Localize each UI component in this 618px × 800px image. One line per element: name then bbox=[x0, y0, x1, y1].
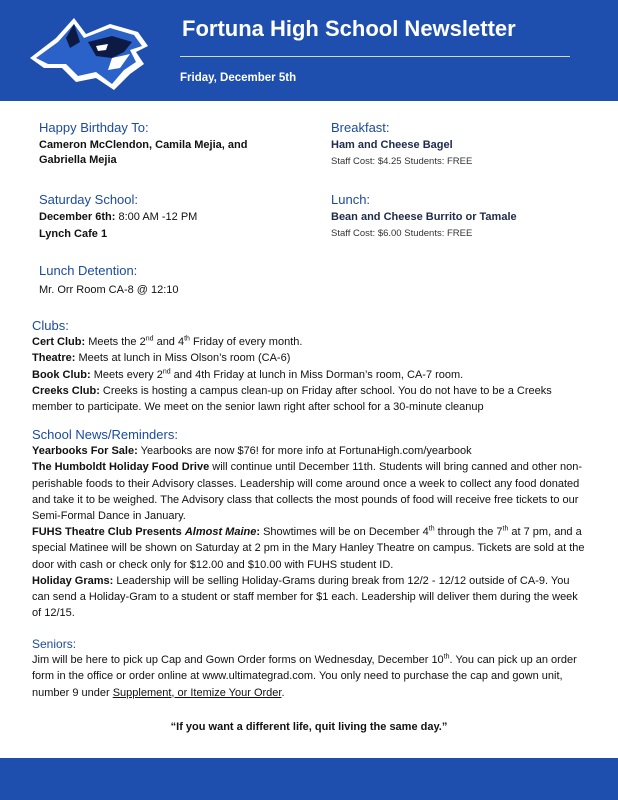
cert-club-text-c: Friday of every month. bbox=[189, 336, 303, 349]
cert-club-text-b: and 4 bbox=[153, 336, 185, 349]
header-divider bbox=[180, 56, 570, 57]
yearbook-text: Yearbooks are now $76! for more info at FortunaHigh.com/yearbook bbox=[137, 445, 472, 458]
theatre-show-text-a: Showtimes will be on December 4 bbox=[260, 526, 429, 539]
clubs-section bbox=[32, 318, 587, 415]
lunch-detention-heading: Lunch Detention: bbox=[39, 263, 138, 278]
header-banner bbox=[0, 0, 618, 101]
theatre-show-title: Almost Maine bbox=[184, 526, 257, 539]
lunch-cost: Staff Cost: $6.00 Students: FREE bbox=[331, 228, 473, 239]
creeks-club-line bbox=[32, 383, 587, 415]
seniors-heading: Seniors: bbox=[32, 637, 77, 651]
breakfast-section bbox=[331, 120, 591, 168]
theatre-show-text-c: at 7 pm, and a special Matinee will be shown on Saturday at 2 pm in the Mary Hanley Theatre on campus. Tickets are sold at the door with cash or check only for $12.00 and $10.00 with FUHS student ID. bbox=[32, 526, 585, 571]
seniors-section bbox=[32, 636, 587, 701]
birthday-heading: Happy Birthday To: bbox=[39, 120, 149, 135]
lunch-detention-text: Mr. Orr Room CA-8 @ 12:10 bbox=[39, 284, 179, 296]
closing-quote: “If you want a different life, quit living the same day.” bbox=[170, 721, 448, 733]
saturday-school-datetime bbox=[39, 210, 289, 225]
breakfast-item: Ham and Cheese Bagel bbox=[331, 139, 453, 151]
holiday-grams-text: Leadership will be selling Holiday-Grams during break from 12/2 - 12/12 outside of CA-9. You can send a Holiday-Gram to a student or staff member for $1 each. Leadership will deliver them during the week of 12/15. bbox=[32, 574, 578, 620]
clubs-heading: Clubs: bbox=[32, 318, 69, 333]
saturday-school-section bbox=[39, 192, 289, 242]
seniors-sup: th bbox=[443, 653, 450, 661]
school-news-section bbox=[32, 427, 587, 621]
lunch-section bbox=[331, 192, 591, 240]
yearbook-label: Yearbooks For Sale: bbox=[32, 445, 138, 458]
theatre-show-sup-a: th bbox=[428, 525, 435, 533]
theatre-club-label: Theatre: bbox=[32, 352, 76, 365]
cert-club-label: Cert Club: bbox=[32, 336, 86, 349]
cert-club-text-a: Meets the 2 bbox=[85, 336, 146, 349]
book-club-line bbox=[32, 367, 587, 383]
food-drive-text: will continue until December 11th. Students will bring canned and other non-perishable foods to their Advisory classes. Leadership will come around once a week to collect any food donated and take it to be weighed. The Advisory class that collects the most pounds of food will receive free tickets to our Semi-Formal Dance in January. bbox=[32, 461, 583, 523]
holiday-grams-line bbox=[32, 573, 587, 622]
lunch-heading: Lunch: bbox=[331, 192, 371, 207]
theatre-club-line bbox=[32, 350, 587, 366]
lunch-item: Bean and Cheese Burrito or Tamale bbox=[331, 211, 517, 223]
birthday-section bbox=[39, 120, 279, 168]
creeks-club-text: Creeks is hosting a campus clean-up on Friday after school. You do not have to be a Creeks member to participate. We meet on the senior lawn right after school for a 30-minute cleanup bbox=[32, 384, 552, 414]
book-club-sup: nd bbox=[162, 367, 171, 375]
theatre-show-text-b: through the 7 bbox=[434, 526, 503, 539]
cert-club-line bbox=[32, 334, 587, 350]
theatre-club-text: Meets at lunch in Miss Olson’s room (CA-6) bbox=[75, 352, 291, 365]
book-club-label: Book Club: bbox=[32, 368, 91, 381]
seniors-text-c: . bbox=[281, 686, 285, 699]
seniors-text bbox=[32, 652, 587, 701]
theatre-show-line bbox=[32, 524, 587, 573]
book-club-text-b: and 4th Friday at lunch in Miss Dorman’s room, CA-7 room. bbox=[170, 368, 464, 381]
cert-club-sup-a: nd bbox=[145, 335, 154, 343]
saturday-school-location: Lynch Cafe 1 bbox=[39, 228, 108, 240]
birthday-names: Cameron McClendon, Camila Mejia, and Gabriella Mejia bbox=[39, 139, 248, 166]
seniors-text-b: . You can pick up an order form in the office or order online at www.ultimategrad.com. You only need to purchase the cap and gown unit, number 9 under bbox=[32, 654, 577, 699]
newsletter-title: Fortuna High School Newsletter bbox=[182, 16, 516, 41]
seniors-text-a: Jim will be here to pick up Cap and Gown Order forms on Wednesday, December 10 bbox=[32, 654, 444, 667]
wolf-mascot-logo bbox=[26, 12, 154, 96]
theatre-show-sup-b: th bbox=[502, 525, 509, 533]
food-drive-label: The Humboldt Holiday Food Drive bbox=[32, 461, 210, 474]
breakfast-heading: Breakfast: bbox=[331, 120, 390, 135]
yearbook-line bbox=[32, 443, 587, 459]
holiday-grams-label: Holiday Grams: bbox=[32, 574, 114, 587]
breakfast-cost: Staff Cost: $4.25 Students: FREE bbox=[331, 156, 473, 167]
book-club-text-a: Meets every 2 bbox=[90, 368, 163, 381]
creeks-club-label: Creeks Club: bbox=[32, 384, 100, 397]
supplement-link[interactable]: Supplement, or Itemize Your Order bbox=[112, 686, 282, 699]
theatre-show-label: FUHS Theatre Club Presents bbox=[32, 526, 185, 539]
saturday-school-time: 8:00 AM -12 PM bbox=[115, 211, 198, 223]
lunch-detention-section bbox=[39, 263, 299, 298]
food-drive-line bbox=[32, 459, 587, 524]
footer-banner bbox=[0, 758, 618, 800]
school-news-heading: School News/Reminders: bbox=[32, 427, 178, 442]
theatre-show-colon: : bbox=[256, 526, 261, 539]
saturday-school-date: December 6th: bbox=[39, 211, 116, 223]
newsletter-date: Friday, December 5th bbox=[180, 72, 297, 84]
saturday-school-heading: Saturday School: bbox=[39, 192, 139, 207]
cert-club-sup-b: th bbox=[184, 335, 190, 343]
